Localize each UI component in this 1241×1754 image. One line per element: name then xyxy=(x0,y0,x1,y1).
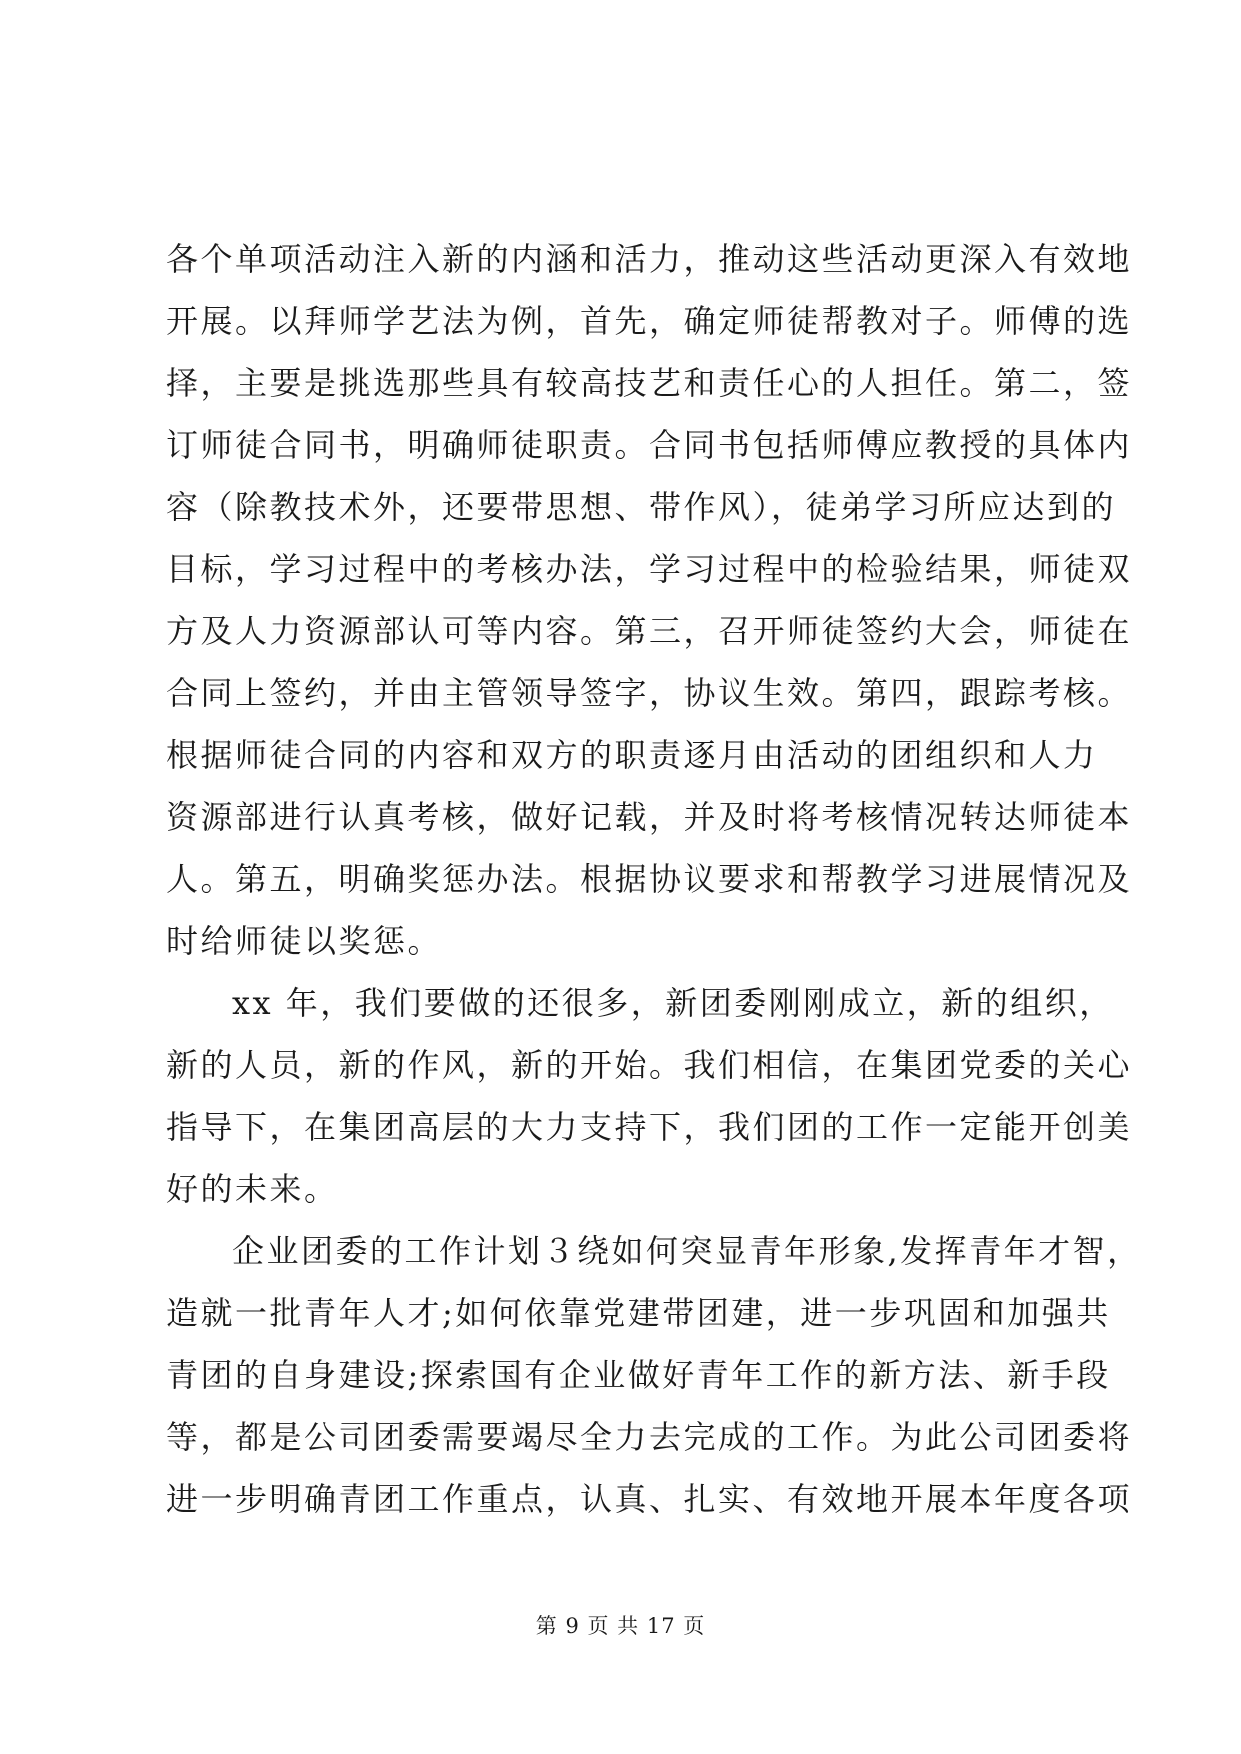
text-line: 各个单项活动注入新的内涵和活力，推动这些活动更深入有效地 xyxy=(166,240,1133,278)
text-line: 根据师徒合同的内容和双方的职责逐月由活动的团组织和人力 xyxy=(166,736,1098,774)
text-line: 订师徒合同书，明确师徒职责。合同书包括师傅应教授的具体内 xyxy=(166,426,1133,464)
text-line: 人。第五，明确奖惩办法。根据协议要求和帮教学习进展情况及 xyxy=(166,860,1133,898)
text-line: 青团的自身建设;探索国有企业做好青年工作的新方法、新手段 xyxy=(166,1356,1111,1394)
text-line: 进一步明确青团工作重点，认真、扎实、有效地开展本年度各项 xyxy=(166,1480,1133,1518)
text-line: 资源部进行认真考核，做好记载，并及时将考核情况转达师徒本 xyxy=(166,798,1133,836)
text-line: 目标，学习过程中的考核办法，学习过程中的检验结果，师徒双 xyxy=(166,550,1133,588)
text-line: 等，都是公司团委需要竭尽全力去完成的工作。为此公司团委将 xyxy=(166,1418,1133,1456)
paragraph xyxy=(166,1220,1142,1530)
text-line: 方及人力资源部认可等内容。第三，召开师徒签约大会，师徒在 xyxy=(166,612,1133,650)
paragraph xyxy=(166,228,1133,972)
text-line: 容（除教技术外，还要带思想、带作风），徒弟学习所应达到的 xyxy=(166,488,1117,526)
text-line: 指导下，在集团高层的大力支持下，我们团的工作一定能开创美 xyxy=(166,1108,1133,1146)
text-line: 新的人员，新的作风，新的开始。我们相信，在集团党委的关心 xyxy=(166,1046,1133,1084)
text-line: 造就一批青年人才;如何依靠党建带团建，进一步巩固和加强共 xyxy=(166,1294,1111,1332)
text-line: 合同上签约，并由主管领导签字，协议生效。第四，跟踪考核。 xyxy=(166,674,1133,712)
text-line: 择，主要是挑选那些具有较高技艺和责任心的人担任。第二，签 xyxy=(166,364,1133,402)
text-line: xx 年，我们要做的还很多，新团委刚刚成立，新的组织， xyxy=(232,984,1114,1022)
text-line: 时给师徒以奖惩。 xyxy=(166,922,443,960)
text-line: 企业团委的工作计划３绕如何突显青年形象,发挥青年才智， xyxy=(232,1232,1142,1270)
text-line: 开展。以拜师学艺法为例，首先，确定师徒帮教对子。师傅的选 xyxy=(166,302,1133,340)
text-line: 好的未来。 xyxy=(166,1170,339,1208)
page-footer: 第 9 页 共 17 页 xyxy=(535,1614,706,1638)
paragraph xyxy=(166,972,1133,1220)
document-body xyxy=(166,228,1142,1530)
